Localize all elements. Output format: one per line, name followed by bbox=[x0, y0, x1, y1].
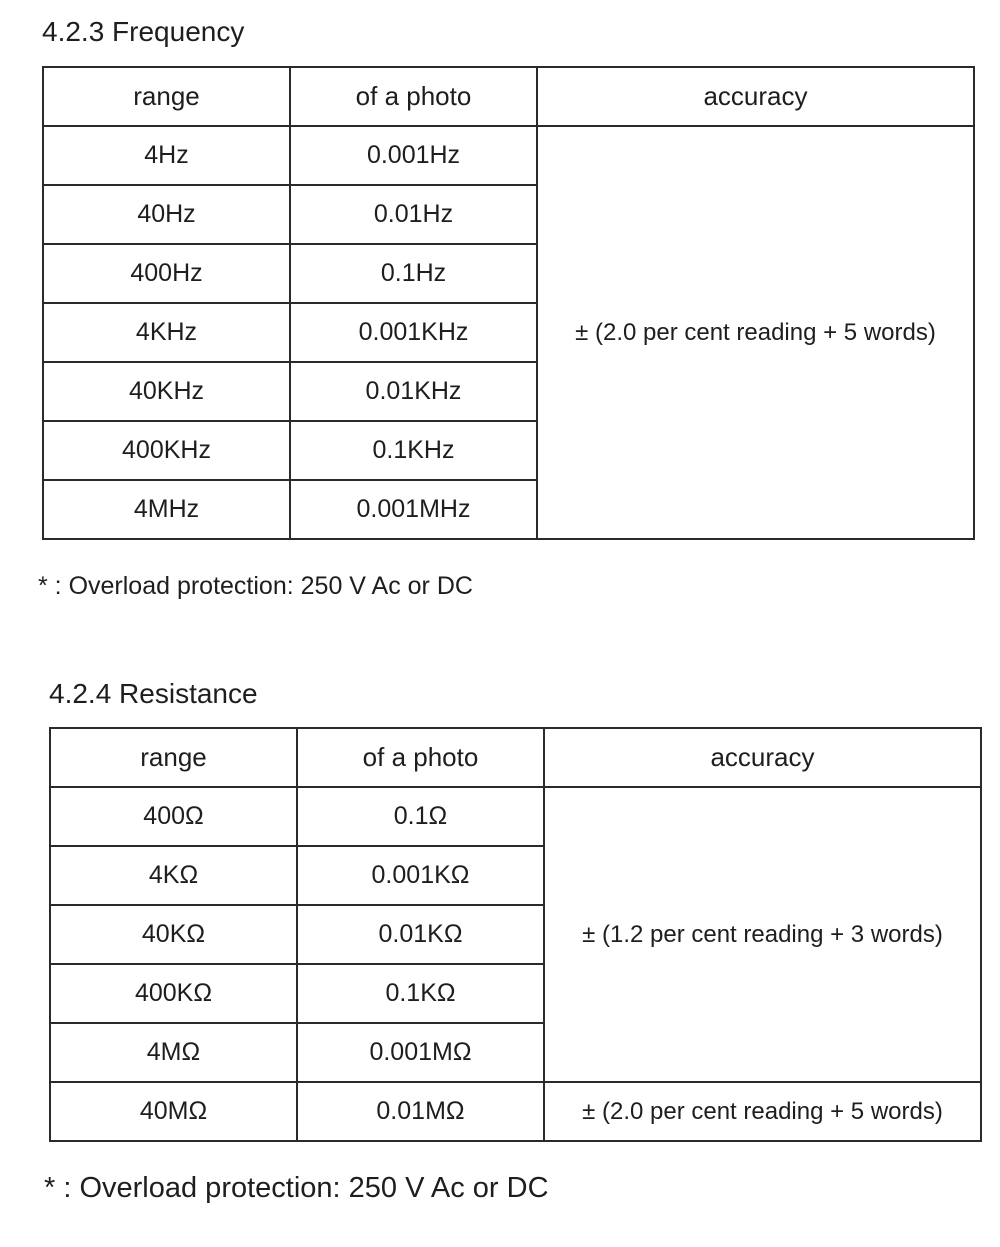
resolution-cell: 0.01KHz bbox=[290, 362, 537, 421]
range-cell: 400Ω bbox=[50, 787, 297, 846]
resistance-section-heading: 4.2.4 Resistance bbox=[49, 678, 258, 709]
accuracy-cell: ± (1.2 per cent reading + 3 words) bbox=[544, 787, 981, 1082]
resolution-cell: 0.001MΩ bbox=[297, 1023, 544, 1082]
table-header-row bbox=[50, 728, 981, 787]
resolution-cell: 0.1KΩ bbox=[297, 964, 544, 1023]
resolution-cell: 0.001KHz bbox=[290, 303, 537, 362]
resolution-cell: 0.001KΩ bbox=[297, 846, 544, 905]
range-cell: 4MΩ bbox=[50, 1023, 297, 1082]
range-cell: 400KHz bbox=[43, 421, 290, 480]
resolution-cell: 0.1Hz bbox=[290, 244, 537, 303]
range-column-header: range bbox=[43, 67, 290, 126]
resolution-cell: 0.01Hz bbox=[290, 185, 537, 244]
range-column-header: range bbox=[50, 728, 297, 787]
range-cell: 40Hz bbox=[43, 185, 290, 244]
accuracy-cell: ± (2.0 per cent reading + 5 words) bbox=[537, 126, 974, 539]
accuracy-cell: ± (2.0 per cent reading + 5 words) bbox=[544, 1082, 981, 1141]
frequency-overload-note: * : Overload protection: 250 V Ac or DC bbox=[38, 572, 473, 600]
resolution-column-header: of a photo bbox=[290, 67, 537, 126]
resolution-cell: 0.01MΩ bbox=[297, 1082, 544, 1141]
resolution-column-header: of a photo bbox=[297, 728, 544, 787]
frequency-spec-table bbox=[42, 66, 975, 540]
range-cell: 400Hz bbox=[43, 244, 290, 303]
table-row bbox=[50, 787, 981, 846]
accuracy-column-header: accuracy bbox=[537, 67, 974, 126]
frequency-section-heading: 4.2.3 Frequency bbox=[42, 16, 245, 47]
table-row bbox=[43, 126, 974, 185]
resolution-cell: 0.01KΩ bbox=[297, 905, 544, 964]
accuracy-column-header: accuracy bbox=[544, 728, 981, 787]
range-cell: 40KHz bbox=[43, 362, 290, 421]
range-cell: 400KΩ bbox=[50, 964, 297, 1023]
resolution-cell: 0.1KHz bbox=[290, 421, 537, 480]
range-cell: 4MHz bbox=[43, 480, 290, 539]
range-cell: 40KΩ bbox=[50, 905, 297, 964]
resistance-overload-note: * : Overload protection: 250 V Ac or DC bbox=[44, 1172, 549, 1204]
resolution-cell: 0.1Ω bbox=[297, 787, 544, 846]
table-header-row bbox=[43, 67, 974, 126]
resistance-spec-table bbox=[49, 727, 982, 1142]
range-cell: 4KΩ bbox=[50, 846, 297, 905]
resolution-cell: 0.001Hz bbox=[290, 126, 537, 185]
resolution-cell: 0.001MHz bbox=[290, 480, 537, 539]
range-cell: 4Hz bbox=[43, 126, 290, 185]
range-cell: 4KHz bbox=[43, 303, 290, 362]
table-row bbox=[50, 1082, 981, 1141]
range-cell: 40MΩ bbox=[50, 1082, 297, 1141]
